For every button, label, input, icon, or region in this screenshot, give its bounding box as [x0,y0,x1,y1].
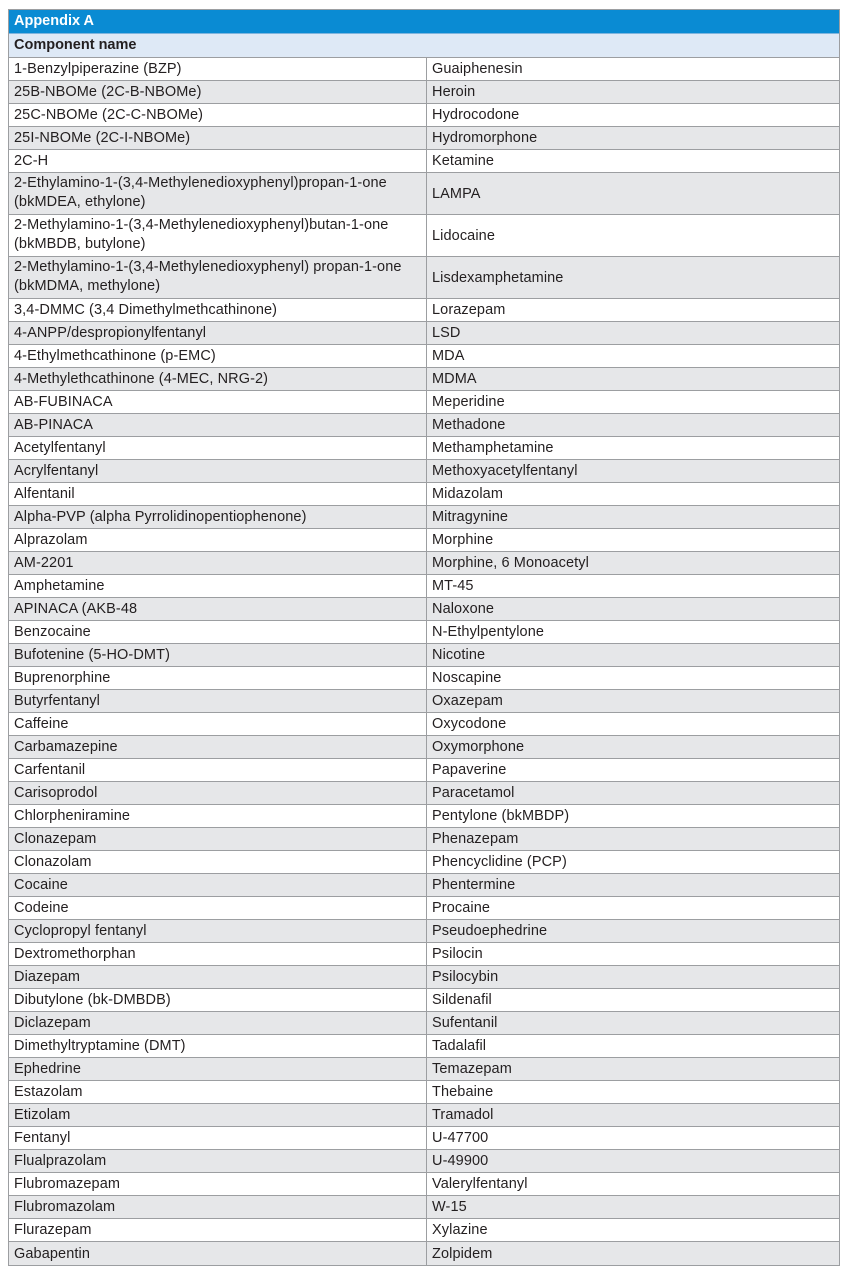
component-name-cell: Flualprazolam [9,1150,427,1172]
component-name-cell: 4-Ethylmethcathinone (p-EMC) [9,345,427,367]
table-row [9,322,839,345]
component-name-cell: 1-Benzylpiperazine (BZP) [9,58,427,80]
component-name-cell: U-49900 [432,1153,489,1169]
component-name-cell: Flubromazepam [9,1173,427,1195]
component-name-cell: Guaiphenesin [432,61,523,77]
component-name-cell: Lidocaine [432,227,495,244]
component-name-cell: Cyclopropyl fentanyl [9,920,427,942]
table-row [9,1035,839,1058]
table-row [9,897,839,920]
table-row [9,1012,839,1035]
table-row [9,1219,839,1242]
component-name-cell: Hydrocodone [432,107,520,123]
table-row [9,483,839,506]
component-name-cell: Temazepam [432,1061,512,1077]
table-row [9,529,839,552]
component-name-cell: Alfentanil [9,483,427,505]
component-name-cell: Dextromethorphan [9,943,427,965]
component-name-cell: Estazolam [9,1081,427,1103]
component-name-cell: 2-Methylamino-1-(3,4-Methylenedioxyphenyl)butan-1-one (bkMBDB, butylone) [9,215,427,256]
component-name-cell: 2-Methylamino-1-(3,4-Methylenedioxyphenyl) propan-1-one (bkMDMA, methylone) [9,257,427,298]
component-name-cell: Morphine, 6 Monoacetyl [432,555,589,571]
component-name-cell: Amphetamine [9,575,427,597]
table-row [9,575,839,598]
table-row [9,989,839,1012]
component-name-cell: Paracetamol [432,785,515,801]
table-row [9,759,839,782]
table-row [9,920,839,943]
component-name-cell: Diazepam [9,966,427,988]
component-name-cell: MDMA [432,371,477,387]
component-name-cell: Thebaine [432,1084,494,1100]
table-row [9,1127,839,1150]
component-name-cell: Midazolam [432,486,504,502]
table-row [9,782,839,805]
component-name-cell: Phencyclidine (PCP) [432,854,567,870]
component-name-cell: Alprazolam [9,529,427,551]
component-name-cell: Valerylfentanyl [432,1176,528,1192]
component-name-cell: Benzocaine [9,621,427,643]
component-name-cell: MT-45 [432,578,474,594]
table-row [9,598,839,621]
component-name-cell: Lisdexamphetamine [432,269,564,286]
component-name-cell: 2-Ethylamino-1-(3,4-Methylenedioxyphenyl)propan-1-one (bkMDEA, ethylone) [9,173,427,214]
component-name-cell: Lorazepam [432,302,506,318]
component-name-cell: Ephedrine [9,1058,427,1080]
component-name-cell: Psilocybin [432,969,499,985]
table-row [9,644,839,667]
component-name-cell: LAMPA [432,185,481,202]
component-name-cell: Mitragynine [432,509,509,525]
table-row [9,1058,839,1081]
table-row [9,104,839,127]
table-row [9,621,839,644]
component-name-cell: Xylazine [432,1222,488,1238]
component-name-cell: Carisoprodol [9,782,427,804]
table-row [9,874,839,897]
table-row [9,736,839,759]
component-name-cell: Naloxone [432,601,495,617]
component-name-cell: 4-Methylethcathinone (4-MEC, NRG-2) [9,368,427,390]
component-name-cell: Noscapine [432,670,502,686]
component-name-cell: U-47700 [432,1130,489,1146]
table-row [9,1150,839,1173]
component-name-cell: Cocaine [9,874,427,896]
table-row [9,460,839,483]
table-row [9,127,839,150]
component-name-cell: Psilocin [432,946,483,962]
table-row [9,368,839,391]
component-name-cell: Clonazolam [9,851,427,873]
component-name-cell: Bufotenine (5-HO-DMT) [9,644,427,666]
component-name-cell: Gabapentin [9,1242,427,1265]
component-name-cell: Clonazepam [9,828,427,850]
appendix-table [8,9,840,1266]
component-name-cell: Morphine [432,532,494,548]
component-name-cell: Butyrfentanyl [9,690,427,712]
table-row [9,552,839,575]
table-row [9,805,839,828]
component-name-cell: Hydromorphone [432,130,538,146]
component-name-cell: Flubromazolam [9,1196,427,1218]
component-name-cell: N-Ethylpentylone [432,624,545,640]
component-name-cell: Pseudoephedrine [432,923,548,939]
table-row [9,966,839,989]
component-name-cell: W-15 [432,1199,467,1215]
component-name-cell: AM-2201 [9,552,427,574]
component-name-cell: Caffeine [9,713,427,735]
table-row [9,215,839,257]
component-name-cell: Tramadol [432,1107,494,1123]
component-name-cell: Dimethyltryptamine (DMT) [9,1035,427,1057]
component-name-cell: Pentylone (bkMBDP) [432,808,570,824]
component-name-cell: Sufentanil [432,1015,498,1031]
component-name-cell: Meperidine [432,394,505,410]
component-name-cell: Buprenorphine [9,667,427,689]
component-name-cell: Phentermine [432,877,516,893]
component-name-cell: 25I-NBOMe (2C-I-NBOMe) [9,127,427,149]
component-name-cell: 2C-H [9,150,427,172]
table-row [9,173,839,215]
component-name-cell: Carbamazepine [9,736,427,758]
component-name-cell: 4-ANPP/despropionylfentanyl [9,322,427,344]
component-name-cell: Sildenafil [432,992,492,1008]
table-row [9,667,839,690]
table-row [9,1104,839,1127]
table-row [9,1081,839,1104]
table-row [9,828,839,851]
table-row [9,414,839,437]
component-name-cell: Methamphetamine [432,440,554,456]
component-name-cell: APINACA (AKB-48 [9,598,427,620]
table-row [9,1196,839,1219]
component-name-cell: LSD [432,325,461,341]
table-row [9,690,839,713]
component-name-cell: 3,4-DMMC (3,4 Dimethylmethcathinone) [9,299,427,321]
component-name-cell: 25C-NBOMe (2C-C-NBOMe) [9,104,427,126]
component-name-cell: Fentanyl [9,1127,427,1149]
component-name-cell: MDA [432,348,465,364]
table-row [9,58,839,81]
component-name-cell: Ketamine [432,153,495,169]
component-name-cell: Diclazepam [9,1012,427,1034]
table-title: Appendix A [9,10,839,34]
component-name-cell: AB-PINACA [9,414,427,436]
component-name-cell: Chlorpheniramine [9,805,427,827]
component-name-cell: Alpha-PVP (alpha Pyrrolidinopentiophenone) [9,506,427,528]
table-row [9,1242,839,1265]
component-name-cell: Nicotine [432,647,486,663]
component-name-cell: Methoxyacetylfentanyl [432,463,578,479]
component-name-cell: Dibutylone (bk-DMBDB) [9,989,427,1011]
table-row [9,943,839,966]
component-name-cell: Oxycodone [432,716,507,732]
component-name-cell: Etizolam [9,1104,427,1126]
component-name-cell: Tadalafil [432,1038,487,1054]
component-name-cell: Papaverine [432,762,507,778]
component-name-cell: Zolpidem [432,1245,493,1262]
component-name-cell: Phenazepam [432,831,519,847]
component-name-cell: 25B-NBOMe (2C-B-NBOMe) [9,81,427,103]
column-header: Component name [9,34,839,58]
table-row [9,81,839,104]
table-row [9,437,839,460]
table-row [9,345,839,368]
component-name-cell: AB-FUBINACA [9,391,427,413]
component-name-cell: Acetylfentanyl [9,437,427,459]
table-row [9,1173,839,1196]
table-row [9,851,839,874]
component-name-cell: Heroin [432,84,476,100]
table-row [9,150,839,173]
component-name-cell: Oxymorphone [432,739,525,755]
table-body [9,58,839,1265]
table-row [9,713,839,736]
component-name-cell: Flurazepam [9,1219,427,1241]
component-name-cell: Oxazepam [432,693,503,709]
component-name-cell: Procaine [432,900,491,916]
table-row [9,506,839,529]
component-name-cell: Carfentanil [9,759,427,781]
component-name-cell: Acrylfentanyl [9,460,427,482]
component-name-cell: Codeine [9,897,427,919]
table-row [9,257,839,299]
table-row [9,299,839,322]
table-row [9,391,839,414]
component-name-cell: Methadone [432,417,506,433]
